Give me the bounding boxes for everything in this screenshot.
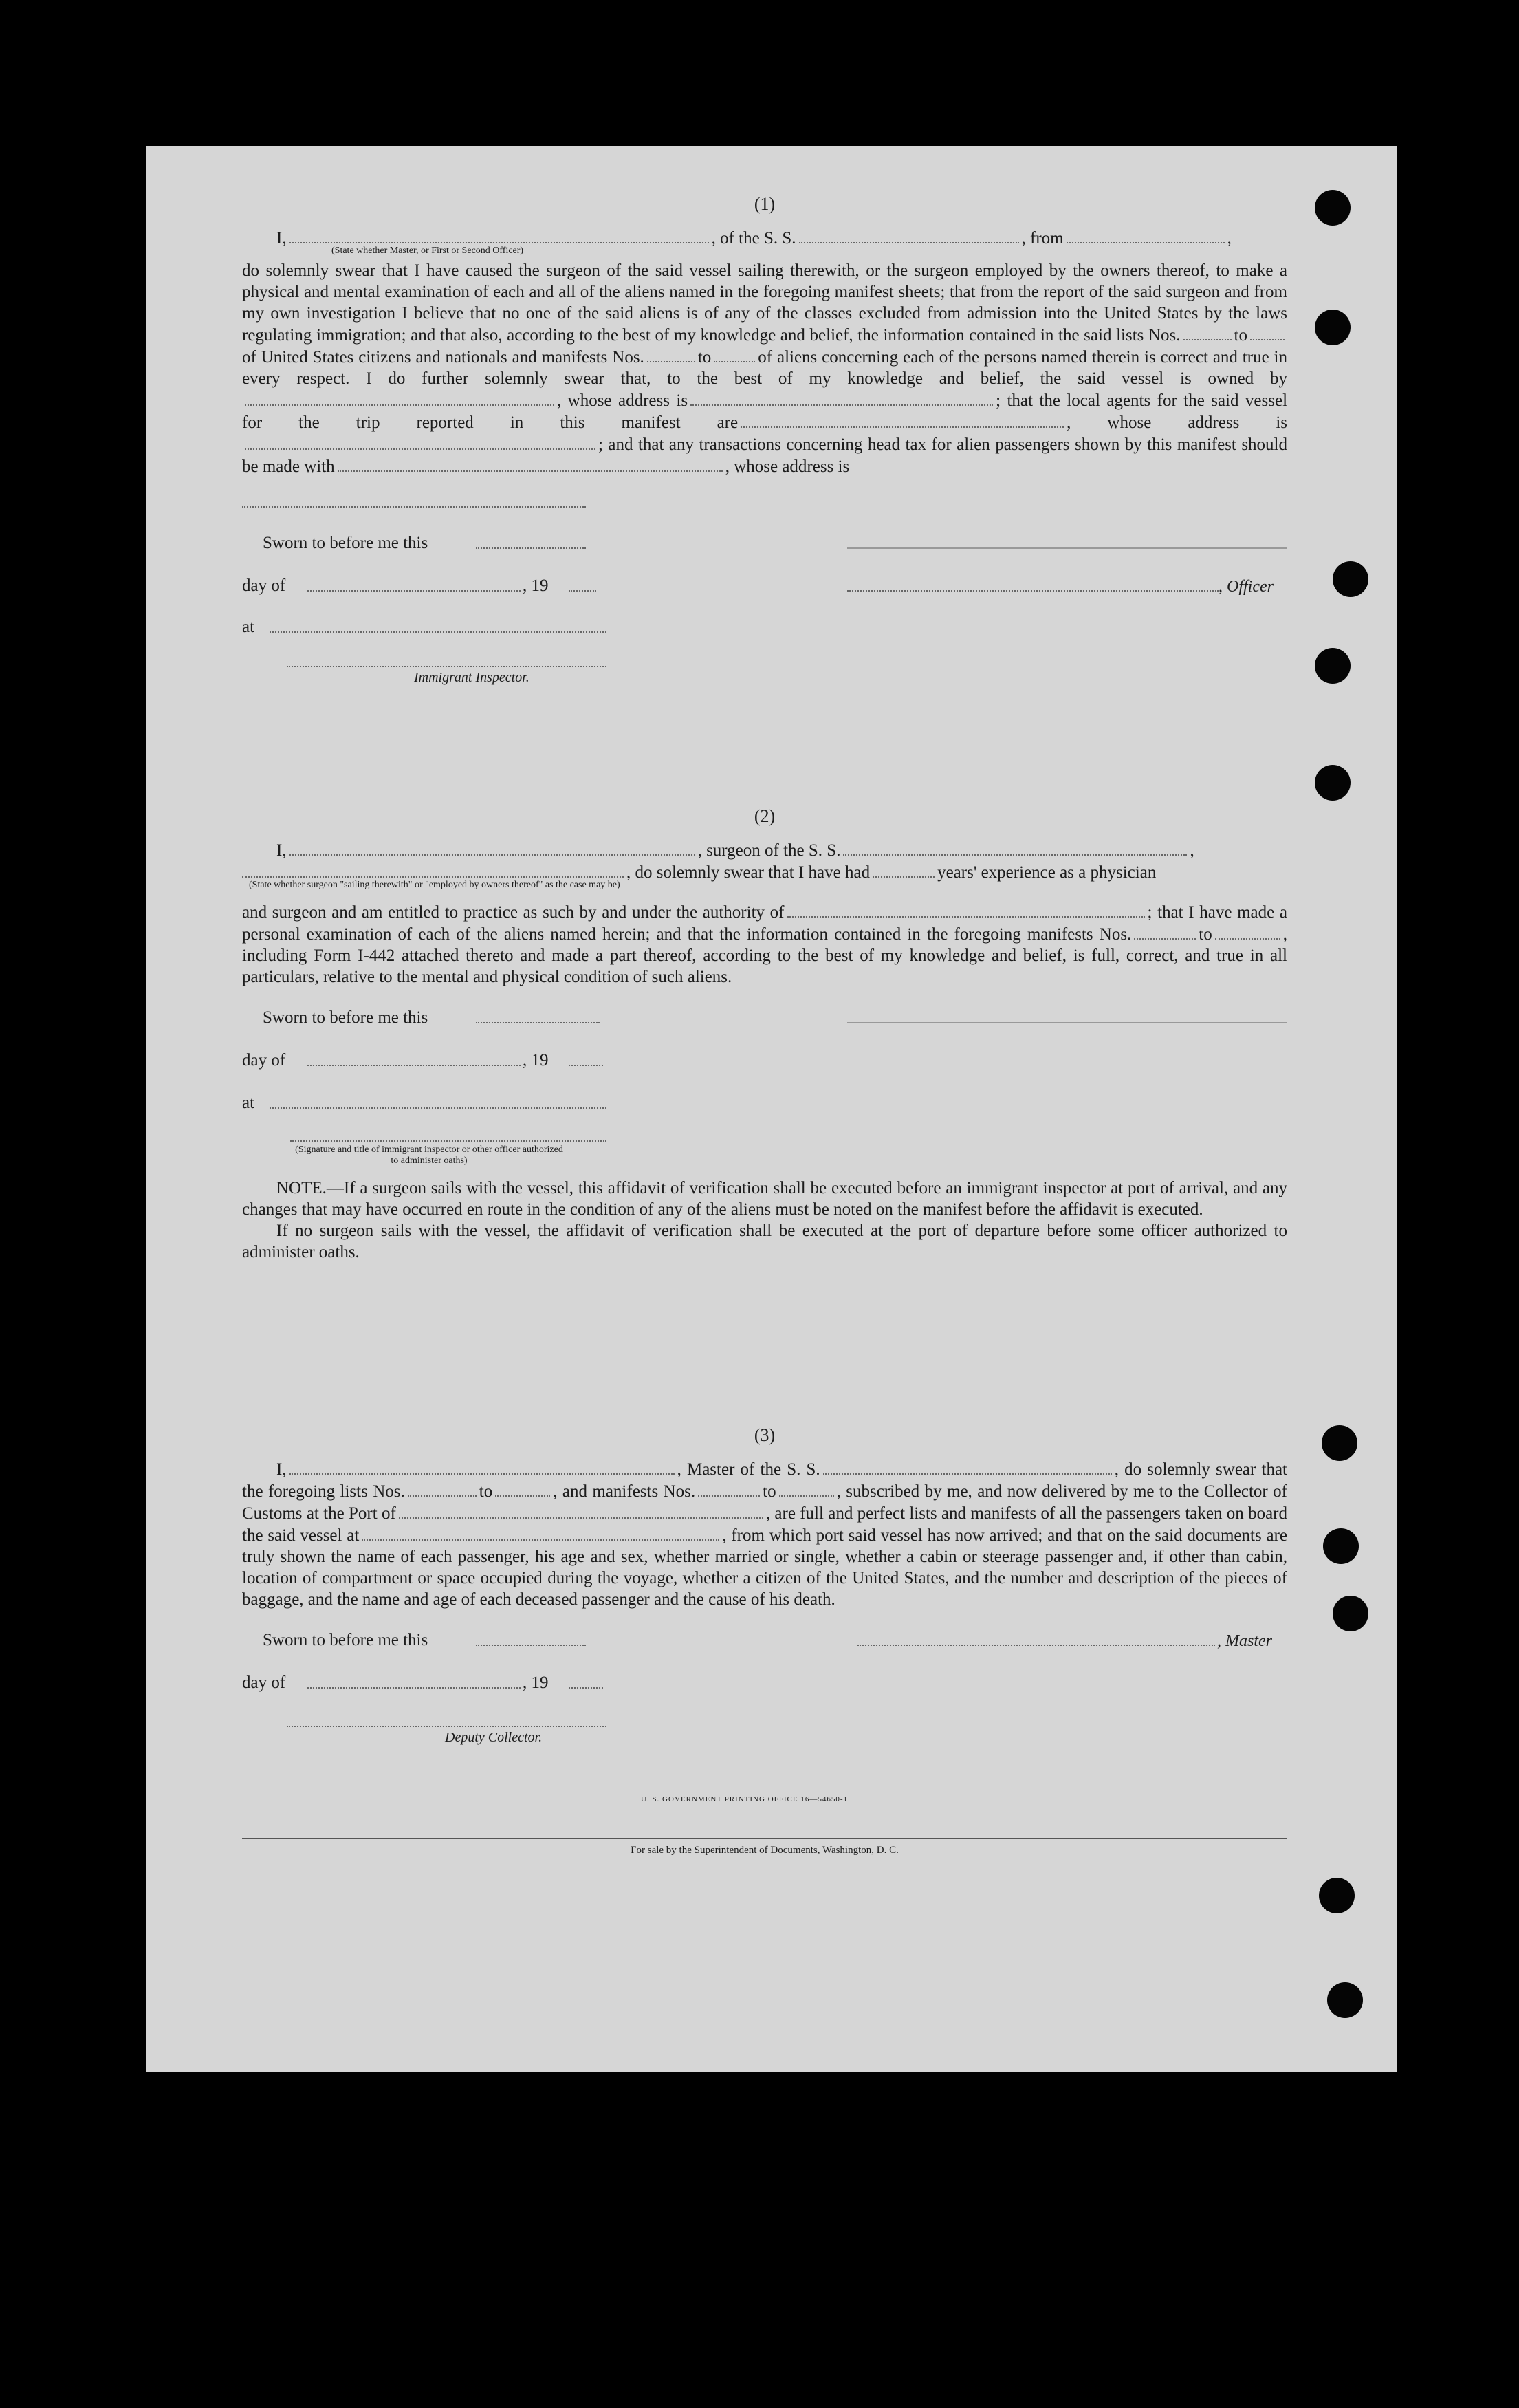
years-experience-field[interactable] — [873, 861, 935, 878]
punch-hole — [1333, 561, 1368, 597]
arrival-port-field[interactable] — [399, 1502, 763, 1519]
s2-oath-text: and surgeon and am entitled to practice as such by and under the authority of ; that I have made a personal examination of each of the aliens named herein; and that the information contained in the foregoing manifests Nos. to , including Form I-442 attached thereto and made a part thereof, according to the best of my knowledge and belief, is full, correct, and true in all particulars, relative to the mental and physical condition of such aliens. — [242, 901, 1287, 988]
manifests-from-field[interactable] — [647, 346, 695, 362]
s2-at-label: at — [242, 1094, 255, 1112]
s1-place-field[interactable] — [270, 631, 606, 633]
s3-lists-from-field[interactable] — [408, 1480, 477, 1497]
s2-note-1: NOTE.—If a surgeon sails with the vessel, this affidavit of verification shall be executed before an immigrant inspector at port of arrival, and any changes that may have occurred en route in the condition of any of the aliens must be noted on the manifest before the affidavit is executed. — [242, 1179, 1287, 1219]
section-2 — [242, 806, 1287, 1263]
officer-caption: , Officer — [1219, 578, 1274, 596]
inspector-caption: Immigrant Inspector. — [414, 670, 529, 685]
s2-year-label: , 19 — [523, 1051, 549, 1070]
practice-authority-field[interactable] — [787, 901, 1145, 918]
s2-second-line: , do solemnly swear that I have had years' experience as a physician (State whether surgeon "sailing therewith" or "employed by owners thereof" as the case may be) — [242, 861, 1287, 883]
s2-year-field[interactable] — [569, 1065, 603, 1066]
vessel-name-field[interactable] — [799, 227, 1019, 243]
s2-manifests-to-field[interactable] — [1215, 923, 1280, 940]
s3-sworn-date-field[interactable] — [476, 1645, 586, 1646]
punch-hole — [1315, 310, 1351, 345]
s3-lists-to-field[interactable] — [495, 1480, 550, 1497]
section-1 — [242, 194, 1287, 699]
gpo-imprint: U. S. GOVERNMENT PRINTING OFFICE 16—54650-1 — [641, 1795, 849, 1803]
s1-jurat — [242, 520, 1287, 699]
agents-address-field[interactable] — [245, 433, 595, 450]
surgeon-name-field[interactable] — [289, 839, 695, 856]
s2-manifests-from-field[interactable] — [1134, 923, 1196, 940]
s3-year-label: , 19 — [523, 1673, 549, 1692]
s1-year-label: , 19 — [523, 576, 549, 595]
surgeon-signature-field[interactable] — [847, 1022, 1287, 1023]
inspector-signature-field[interactable] — [287, 666, 606, 667]
head-tax-contact-field[interactable] — [338, 455, 723, 472]
officer-rank-caption: (State whether Master, or First or Second Officer) — [331, 246, 524, 256]
s1-year-field[interactable] — [569, 590, 596, 592]
s2-vessel-field[interactable] — [843, 839, 1187, 856]
officer-title-field[interactable] — [847, 590, 1219, 592]
deputy-caption: Deputy Collector. — [445, 1730, 543, 1745]
s3-vessel-field[interactable] — [823, 1458, 1112, 1475]
sale-notice: For sale by the Superintendent of Documents, Washington, D. C. — [631, 1845, 899, 1856]
lists-to-field[interactable] — [1250, 324, 1285, 340]
s2-place-field[interactable] — [270, 1107, 606, 1109]
s2-jurat — [242, 999, 1287, 1178]
manifests-to-field[interactable] — [714, 346, 755, 362]
punch-hole — [1322, 1425, 1357, 1461]
s2-dayof-label: day of — [242, 1051, 286, 1070]
s3-sworn-label: Sworn to before me this — [263, 1631, 428, 1649]
s2-sworn-label: Sworn to before me this — [263, 1008, 428, 1027]
footer-rule — [242, 1838, 1287, 1839]
lists-from-field[interactable] — [1183, 324, 1232, 340]
s2-note-2: If no surgeon sails with the vessel, the affidavit of verification shall be executed at the port of departure before some officer authorized to administer oaths. — [242, 1222, 1287, 1261]
s1-opening-line: I, , of the S. S. , from , (State whether Master, or First or Second Officer) — [242, 227, 1287, 249]
s1-sworn-label: Sworn to before me this — [263, 534, 428, 552]
surgeon-status-field[interactable] — [242, 861, 624, 878]
punch-hole — [1319, 1878, 1355, 1913]
punch-hole — [1327, 1982, 1363, 2018]
officer-signature-field[interactable] — [847, 547, 1287, 549]
punch-hole — [1315, 765, 1351, 801]
s1-month-field[interactable] — [307, 590, 521, 592]
s2-signature-caption: (Signature and title of immigrant inspector or other officer authorized to administer oaths) — [295, 1145, 563, 1166]
master-signature-field[interactable] — [857, 1645, 1215, 1646]
surgeon-status-caption: (State whether surgeon "sailing therewith" or "employed by owners thereof" as the case may be) — [249, 880, 620, 890]
s3-manifests-from-field[interactable] — [698, 1480, 760, 1497]
owner-address-field[interactable] — [690, 389, 993, 406]
master-caption: , Master — [1217, 1632, 1272, 1650]
s3-dayof-label: day of — [242, 1673, 286, 1692]
local-agents-field[interactable] — [741, 411, 1064, 428]
section-3-number: (3) — [754, 1425, 776, 1445]
s3-manifests-to-field[interactable] — [779, 1480, 834, 1497]
s2-officer-signature-field[interactable] — [290, 1140, 606, 1142]
departure-port-field[interactable] — [362, 1524, 719, 1541]
section-1-number: (1) — [754, 194, 776, 214]
section-3 — [242, 1425, 1287, 1775]
s3-jurat — [242, 1624, 1287, 1775]
s3-month-field[interactable] — [307, 1687, 521, 1689]
s2-sworn-date-field[interactable] — [476, 1022, 600, 1023]
s3-oath-text: I, , Master of the S. S. , do solemnly swear that the foregoing lists Nos. to , and manifests Nos. to , subscribed by me, and now delivered by me to the Collector of Customs at the Port of , are full and perfect lists and manifests of all the passengers taken on board the said vessel at , from which port said vessel has now arrived; and that on the said documents are truly shown the name of each passenger, his age and sex, whether married or single, whether a cabin or steerage passenger and, if other than cabin, location of compartment or space occupied during the voyage, whether a citizen of the United States, and the number and description of the pieces of baggage, and the name and age of each deceased passenger and the cause of his death. — [242, 1458, 1287, 1610]
deputy-signature-field[interactable] — [287, 1726, 606, 1727]
s1-oath-text: do solemnly swear that I have caused the surgeon of the said vessel sailing therewith, or the surgeon employed by the owners thereof, to make a physical and mental examination of each and all of the aliens named in the foregoing manifest sheets; that from the report of the said surgeon and from my own investigation I believe that no one of the said aliens is of any of the classes excluded from admission into the United States by the laws regulating immigration; and that also, according to the best of my knowledge and belief, the information contained in the said lists Nos. to of United States citizens and nationals and manifests Nos. to of aliens concerning each of the persons named therein is correct and true in every respect. I do further solemnly swear that, to the best of my knowledge and belief, the said vessel is owned by, whose address is ; that the local agents for the said vessel for the trip reported in this manifest are , whose address is; and that any transactions concerning head tax for alien passengers shown by this manifest should be made with , whose address is — [242, 261, 1288, 476]
s1-sworn-date-field[interactable] — [476, 547, 586, 549]
s1-address-continuation-field[interactable] — [242, 491, 586, 508]
s1-at-label: at — [242, 618, 255, 636]
officer-rank-field[interactable] — [289, 227, 709, 243]
owner-field[interactable] — [245, 389, 554, 406]
form-page — [146, 146, 1397, 2072]
section-2-number: (2) — [754, 806, 776, 826]
master-name-field[interactable] — [289, 1458, 675, 1475]
punch-hole — [1323, 1528, 1359, 1564]
s2-month-field[interactable] — [307, 1065, 521, 1066]
from-port-field[interactable] — [1067, 227, 1225, 243]
punch-hole — [1315, 190, 1351, 226]
s3-year-field[interactable] — [569, 1687, 603, 1689]
punch-hole — [1315, 648, 1351, 684]
punch-hole — [1333, 1596, 1368, 1631]
s1-dayof-label: day of — [242, 576, 286, 595]
s2-opening-line: I, , surgeon of the S. S. , — [242, 839, 1287, 861]
